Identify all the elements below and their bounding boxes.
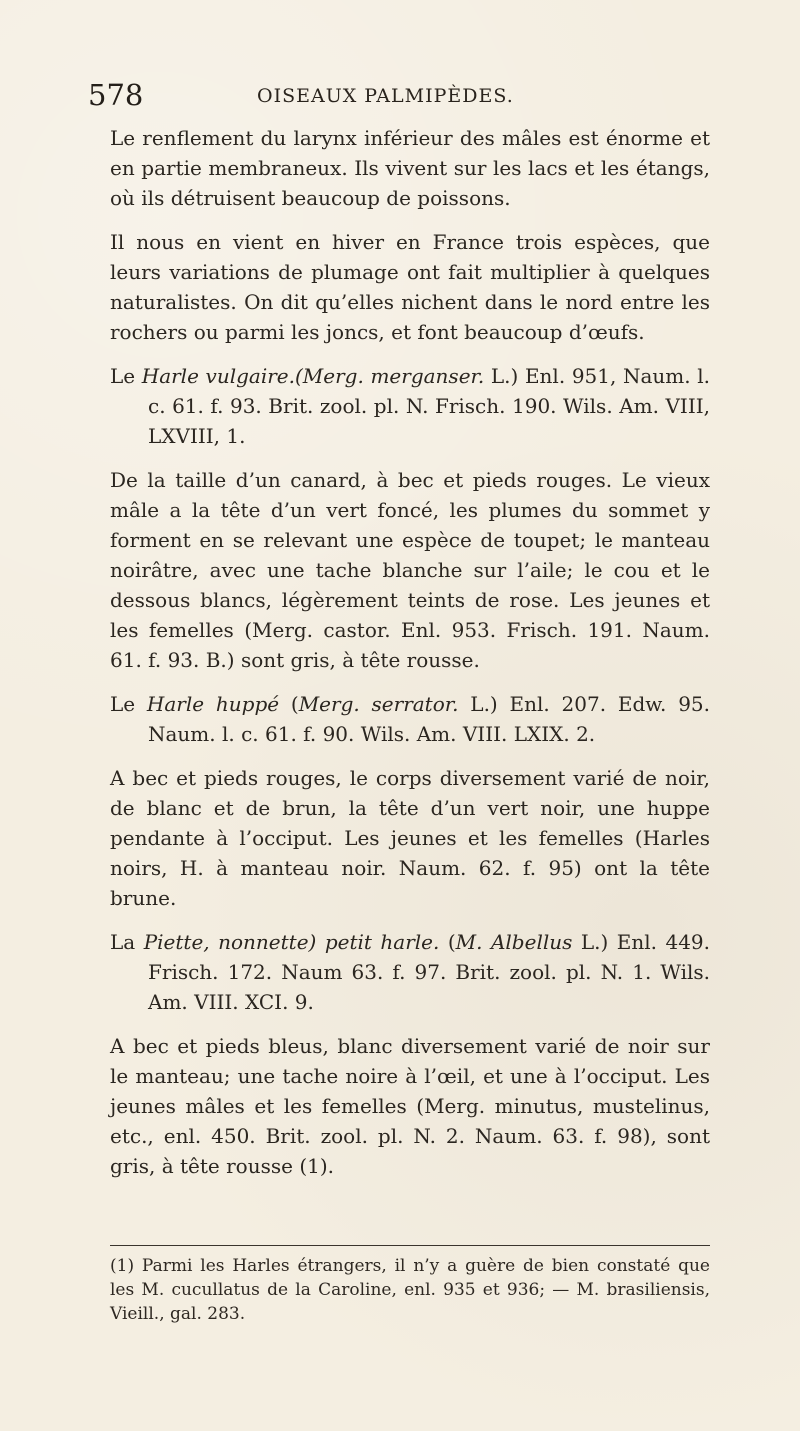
running-title: OISEAUX PALMIPÈDES.: [257, 85, 514, 107]
paragraph-lead: La: [110, 930, 144, 954]
paragraph-piette: [110, 927, 710, 1017]
paragraph-piette-description: A bec et pieds bleus, blanc diversement varié de noir sur le manteau; une tache noire à l’œil, et une à l’occiput. Les jeunes mâles et les femelles (Merg. minutus, mustelinus, etc., enl. 450. Brit. zool. pl. N. 2. Naum. 63. f. 98), sont gris, à tête rousse (1).: [110, 1034, 710, 1178]
footnote: (1) Parmi les Harles étrangers, il n’y a guère de bien constaté que les M. cucullatus de la Caroline, enl. 935 et 936; — M. brasiliensis, Vieill., gal. 283.: [110, 1256, 710, 1324]
paragraph-harle-huppe-description: A bec et pieds rouges, le corps diversement varié de noir, de blanc et de brun, la tête d’un vert noir, une huppe pendante à l’occiput. Les jeunes et les femelles (Harles noirs, H. à manteau noir. Naum. 62. f. 95) ont la tête brune.: [110, 766, 710, 910]
paragraph-lead: Le: [110, 364, 142, 388]
paragraph-species-overview: Il nous en vient en hiver en France trois espèces, que leurs variations de plumage ont fait multiplier à quelques naturalistes. On dit qu’elles nichent dans le nord entre les rochers ou parmi les joncs, et font beaucoup d’œufs.: [110, 230, 710, 344]
species-references: L.) Enl. 207. Edw. 95. Naum. l. c. 61. f. 90. Wils. Am. VIII. LXIX. 2.: [148, 692, 710, 746]
latin-name: Merg. serrator.: [298, 692, 459, 716]
paragraph-harle-huppe: [110, 689, 710, 749]
page-number: 578: [88, 78, 144, 112]
footnote-divider: [110, 1245, 710, 1246]
paragraph-separator: (: [439, 930, 456, 954]
species-references: L.) Enl. 951, Naum. l. c. 61. f. 93. Brit. zool. pl. N. Frisch. 190. Wils. Am. VIII, LXVIII, 1.: [148, 364, 710, 448]
paragraph-harle-vulgaire-description: De la taille d’un canard, à bec et pieds rouges. Le vieux mâle a la tête d’un vert foncé, les plumes du sommet y forment en se relevant une espèce de toupet; le manteau noirâtre, avec une tache blanche sur l’aile; le cou et le dessous blancs, légèrement teints de rose. Les jeunes et les femelles (Merg. castor. Enl. 953. Frisch. 191. Naum. 61. f. 93. B.) sont gris, à tête rousse.: [110, 468, 710, 672]
species-references: L.) Enl. 449. Frisch. 172. Naum 63. f. 97. Brit. zool. pl. N. 1. Wils. Am. VIII. XCI. 9.: [148, 930, 711, 1014]
species-name: Piette, nonnette) petit harle.: [143, 930, 440, 954]
paragraph-harle-vulgaire: [110, 361, 710, 451]
paragraph-lead: Le: [110, 692, 147, 716]
main-text: [110, 123, 710, 1181]
page-header: [88, 78, 728, 112]
paragraph-separator: (: [279, 692, 299, 716]
species-name: Harle vulgaire.(Merg. merganser.: [141, 364, 485, 388]
latin-name: M. Albellus: [455, 930, 573, 954]
species-name: Harle huppé: [146, 692, 280, 716]
paragraph-intro: Le renflement du larynx inférieur des mâles est énorme et en partie membraneux. Ils vivent sur les lacs et les étangs, où ils détruisent beaucoup de poissons.: [110, 126, 710, 210]
